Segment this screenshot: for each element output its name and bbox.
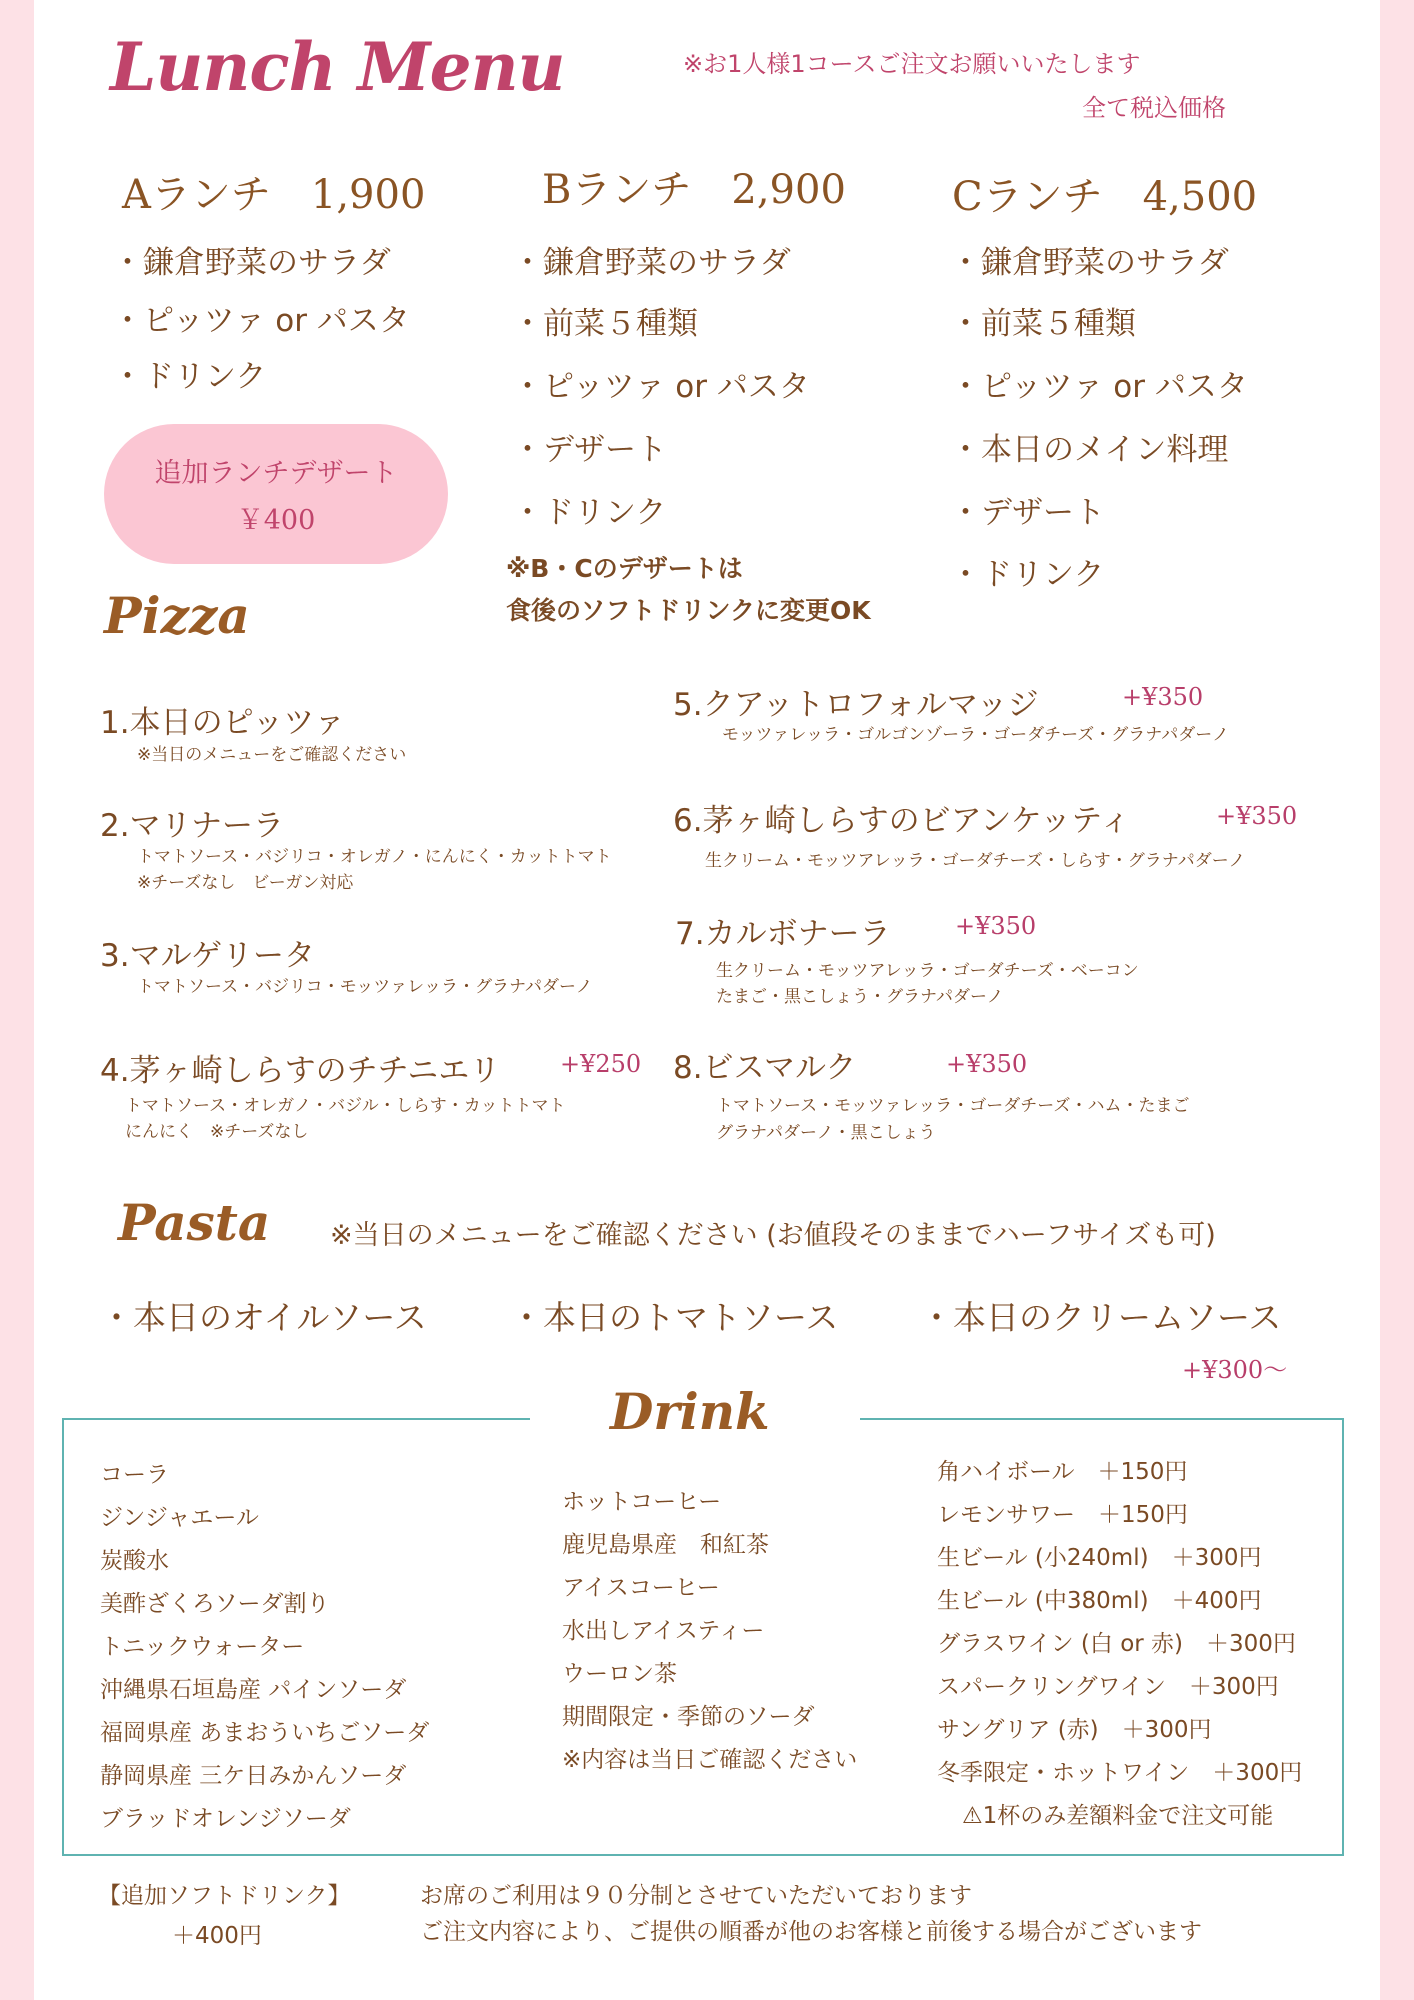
drink-item: ホットコーヒー: [562, 1489, 722, 1515]
lunch-a-item: ・鎌倉野菜のサラダ: [112, 245, 391, 281]
pizza-name: 4.茅ヶ崎しらすのチチニエリ: [100, 1053, 501, 1089]
seating-note: お席のご利用は９０分制とさせていただいております: [420, 1883, 972, 1909]
pasta-note: ※当日のメニューをご確認ください (お値段そのままでハーフサイズも可): [330, 1220, 1216, 1251]
pizza-desc: トマトソース・バジリコ・オレガノ・にんにく・カットトマト: [137, 847, 612, 867]
lunch-c-item: ・本日のメイン料理: [950, 432, 1229, 468]
lunch-a-title: Aランチ 1,900: [122, 172, 426, 218]
pizza-price: +¥350: [1216, 802, 1298, 830]
lunch-b-title: Bランチ 2,900: [542, 167, 846, 213]
drink-item: 鹿児島県産 和紅茶: [562, 1532, 769, 1558]
lunch-c-item: ・鎌倉野菜のサラダ: [950, 245, 1229, 281]
lunch-c-item: ・ドリンク: [950, 557, 1105, 593]
drink-item: サングリア (赤) ＋300円: [937, 1717, 1212, 1743]
drink-heading: Drink: [610, 1382, 770, 1441]
pizza-price: +¥250: [560, 1050, 642, 1078]
extra-soft-drink-price: ＋400円: [172, 1923, 262, 1949]
pizza-name: 8.ビスマルク: [673, 1050, 857, 1086]
drink-item-note: ※内容は当日ご確認ください: [562, 1747, 858, 1773]
drink-item: 角ハイボール ＋150円: [937, 1459, 1188, 1485]
lunch-b-item: ・ドリンク: [512, 495, 667, 531]
lunch-a-item: ・ピッツァ or パスタ: [112, 303, 410, 339]
dessert-label: 追加ランチデザート: [154, 458, 398, 489]
drink-item: 沖縄県石垣島産 パインソーダ: [100, 1677, 407, 1703]
pizza-price: +¥350: [946, 1050, 1028, 1078]
drink-item: 福岡県産 あまおういちごソーダ: [100, 1720, 430, 1746]
pizza-name: 5.クアットロフォルマッジ: [673, 687, 1039, 723]
pasta-cream-price: +¥300〜: [1182, 1356, 1288, 1384]
pizza-price: +¥350: [1122, 683, 1204, 711]
drink-item: トニックウォーター: [100, 1634, 305, 1660]
pizza-desc: トマトソース・オレガノ・バジル・しらす・カットトマト: [125, 1096, 566, 1116]
pasta-item-cream: ・本日のクリームソース: [920, 1298, 1282, 1337]
drink-item: 美酢ざくろソーダ割り: [100, 1591, 330, 1617]
drink-item: 静岡県産 三ケ日みかんソーダ: [100, 1763, 407, 1789]
drink-item: ウーロン茶: [562, 1661, 677, 1687]
drink-item: 生ビール (小240ml) ＋300円: [937, 1545, 1262, 1571]
extra-soft-drink-label: 【追加ソフトドリンク】: [98, 1883, 351, 1909]
pizza-name: 3.マルゲリータ: [100, 938, 315, 974]
lunch-c-item: ・ピッツァ or パスタ: [950, 369, 1248, 405]
lunch-c-item: ・デザート: [950, 495, 1105, 531]
drink-item: 生ビール (中380ml) ＋400円: [937, 1588, 1262, 1614]
drink-item-warning: ⚠1杯のみ差額料金で注文可能: [962, 1803, 1274, 1829]
tax-note: 全て税込価格: [1082, 94, 1226, 122]
lunch-b-item: ・ピッツァ or パスタ: [512, 369, 810, 405]
drink-item: ブラッドオレンジソーダ: [100, 1806, 351, 1832]
drink-item: コーラ: [100, 1462, 169, 1488]
pizza-desc: たまご・黒こしょう・グラナパダーノ: [716, 987, 1004, 1007]
lunch-c-item: ・前菜５種類: [950, 306, 1136, 342]
drink-item: 炭酸水: [100, 1548, 169, 1574]
drink-item: 冬季限定・ホットワイン ＋300円: [937, 1760, 1303, 1786]
bc-dessert-note: [506, 548, 871, 632]
lunch-a-item: ・ドリンク: [112, 359, 267, 395]
drink-item: レモンサワー ＋150円: [937, 1502, 1188, 1528]
pasta-item-tomato: ・本日のトマトソース: [510, 1298, 839, 1337]
pizza-name: 6.茅ヶ崎しらすのビアンケッティ: [673, 803, 1131, 839]
lunch-b-item: ・鎌倉野菜のサラダ: [512, 245, 791, 281]
pizza-name: 2.マリナーラ: [100, 808, 284, 844]
drink-item: スパークリングワイン ＋300円: [937, 1674, 1279, 1700]
dessert-price: ￥400: [236, 505, 316, 536]
pizza-desc: トマトソース・モッツァレッラ・ゴーダチーズ・ハム・たまご: [716, 1096, 1190, 1116]
pizza-desc: ※チーズなし ビーガン対応: [137, 873, 354, 893]
pizza-desc: ※当日のメニューをご確認ください: [137, 745, 407, 765]
lunch-b-item: ・デザート: [512, 432, 667, 468]
pizza-heading: Pizza: [104, 586, 250, 645]
pizza-desc: 生クリーム・モッツアレッラ・ゴーダチーズ・ベーコン: [716, 961, 1139, 981]
lunch-c-title: Cランチ 4,500: [952, 174, 1258, 220]
pizza-name: 7.カルボナーラ: [675, 916, 891, 952]
drink-item: 水出しアイスティー: [562, 1618, 765, 1644]
drink-item: 期間限定・季節のソーダ: [562, 1704, 815, 1730]
dessert-badge: [104, 424, 448, 564]
pizza-price: +¥350: [955, 912, 1037, 940]
drink-item: グラスワイン (白 or 赤) ＋300円: [937, 1631, 1296, 1657]
pizza-desc: トマトソース・バジリコ・モッツァレッラ・グラナパダーノ: [137, 977, 593, 997]
order-note: ※お1人様1コースご注文お願いいたします: [683, 50, 1141, 78]
drink-item: ジンジャエール: [100, 1505, 259, 1531]
pizza-name: 1.本日のピッツァ: [100, 705, 346, 741]
bc-note-line: ※B・Cのデザートは: [506, 554, 743, 583]
pasta-heading: Pasta: [118, 1193, 271, 1252]
drink-item: アイスコーヒー: [562, 1575, 720, 1601]
pizza-desc: 生クリーム・モッツアレッラ・ゴーダチーズ・しらす・グラナパダーノ: [705, 851, 1246, 871]
bc-note-line: 食後のソフトドリンクに変更OK: [506, 596, 871, 625]
pizza-desc: モッツァレッラ・ゴルゴンゾーラ・ゴーダチーズ・グラナパダーノ: [722, 725, 1229, 745]
pizza-desc: グラナパダーノ・黒こしょう: [716, 1123, 936, 1143]
serving-order-note: ご注文内容により、ご提供の順番が他のお客様と前後する場合がございます: [420, 1919, 1202, 1945]
lunch-b-item: ・前菜５種類: [512, 306, 698, 342]
pizza-desc: にんにく ※チーズなし: [125, 1122, 309, 1142]
menu-title: Lunch Menu: [110, 28, 565, 106]
pasta-item-oil: ・本日のオイルソース: [100, 1298, 427, 1337]
